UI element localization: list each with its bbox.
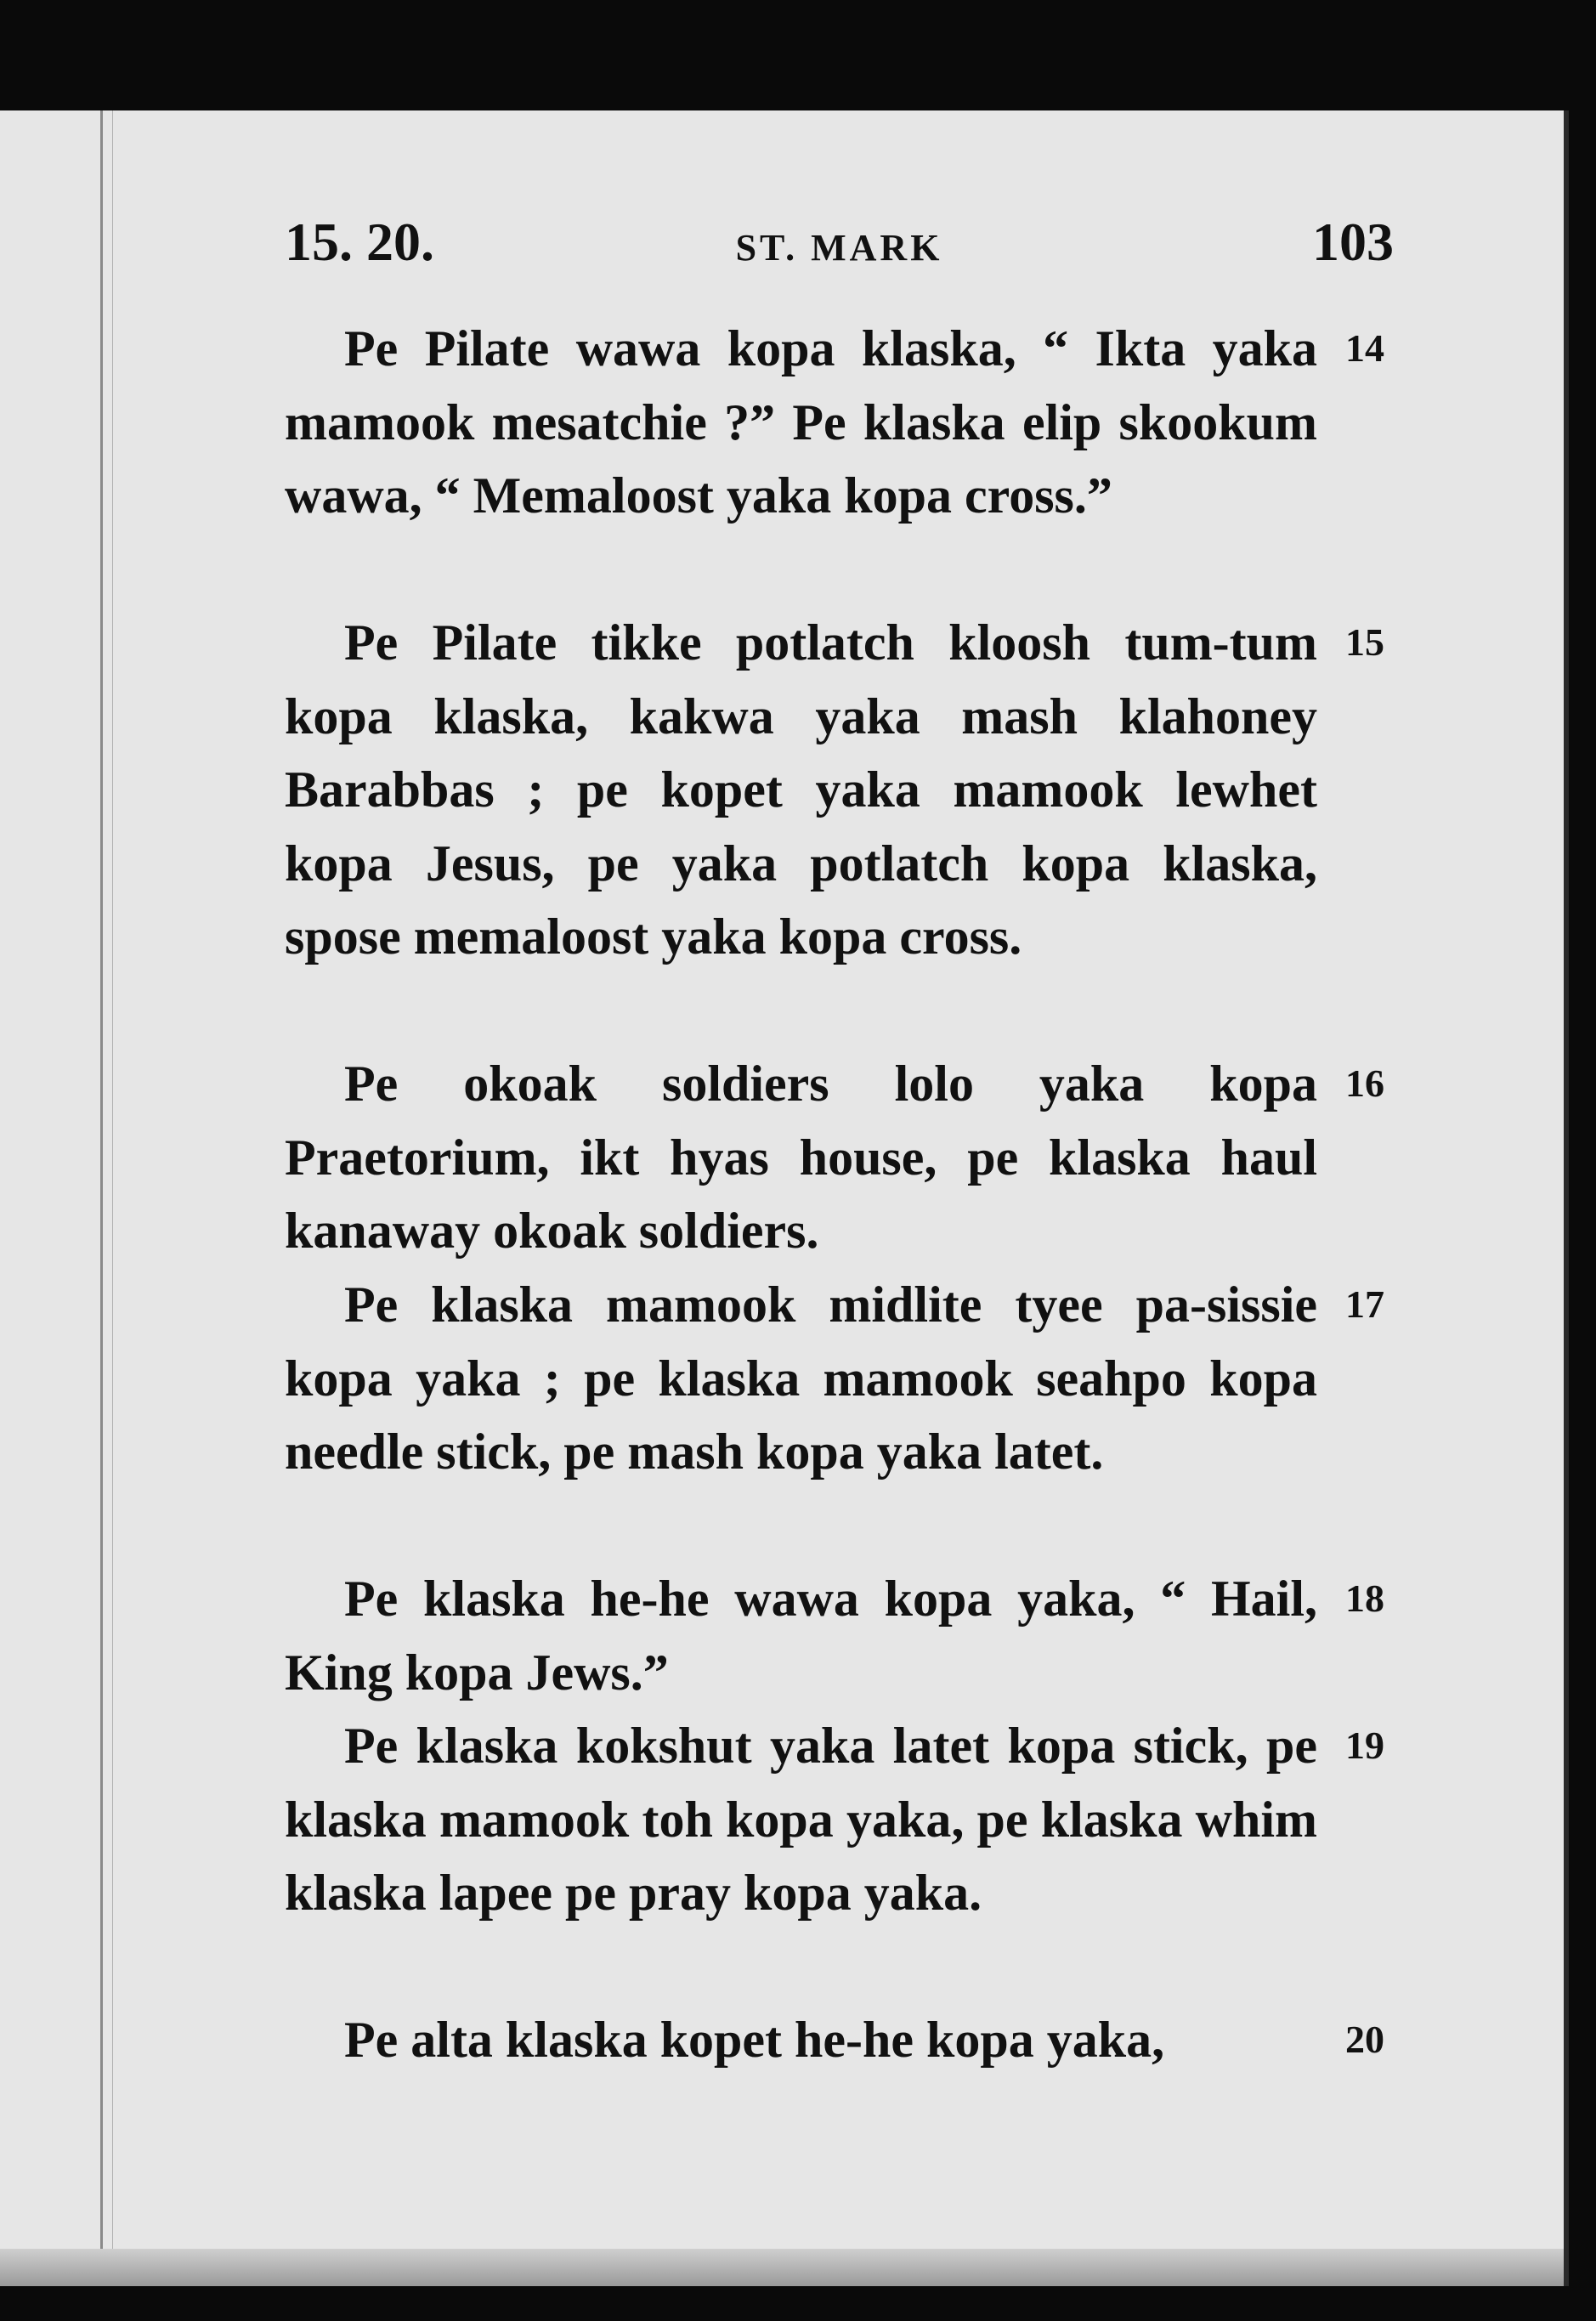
verse-text-17: Pe klaska mamook midlite tyee pa-sissie kopa yaka ; pe klaska mamook seahpo kopa needle stick, pe mash kopa yaka latet. <box>285 1277 1317 1480</box>
page-bottom-shadow <box>0 2249 1564 2286</box>
verse-number-14: 14 <box>1345 326 1384 370</box>
book-page <box>0 110 1569 2286</box>
verse-number-16: 16 <box>1345 1061 1384 1105</box>
verse-text-16: Pe okoak soldiers lolo yaka kopa Praetorium, ikt hyas house, pe klaska haul kanaway okoak soldiers. <box>285 1056 1317 1259</box>
verse-number-15: 15 <box>1345 620 1384 664</box>
page-number: 103 <box>1312 212 1394 272</box>
running-header <box>285 211 1394 287</box>
verse-text-19: Pe klaska kokshut yaka latet kopa stick, pe klaska mamook toh kopa yaka, pe klaska whim klaska lapee pe pray kopa yaka. <box>285 1718 1317 1921</box>
verse-text-20: Pe alta klaska kopet he-he kopa yaka, <box>344 2012 1165 2068</box>
verse-number-20: 20 <box>1345 2018 1384 2061</box>
page-edge-rule <box>100 110 103 2286</box>
verse-text-14: Pe Pilate wawa kopa klaska, “ Ikta yaka mamook mesatchie ?” Pe klaska elip skookum wawa, “ Memaloost yaka kopa cross.” <box>285 320 1317 524</box>
page-edge-rule-inner <box>112 110 113 2286</box>
verse-text-18: Pe klaska he-he wawa kopa yaka, “ Hail, King kopa Jews.” <box>285 1571 1317 1701</box>
verse-text-15: Pe Pilate tikke potlatch kloosh tum-tum kopa klaska, kakwa yaka mash klahoney Barabbas ; pe kopet yaka mamook lewhet kopa Jesus, pe yaka potlatch kopa klaska, spose memaloost yaka kopa cross. <box>285 614 1317 965</box>
verse-number-17: 17 <box>1345 1282 1384 1326</box>
verse-number-18: 18 <box>1345 1577 1384 1620</box>
book-title: ST. MARK <box>735 227 943 269</box>
chapter-reference: 15. 20. <box>285 212 434 272</box>
verse-number-19: 19 <box>1345 1724 1384 1767</box>
